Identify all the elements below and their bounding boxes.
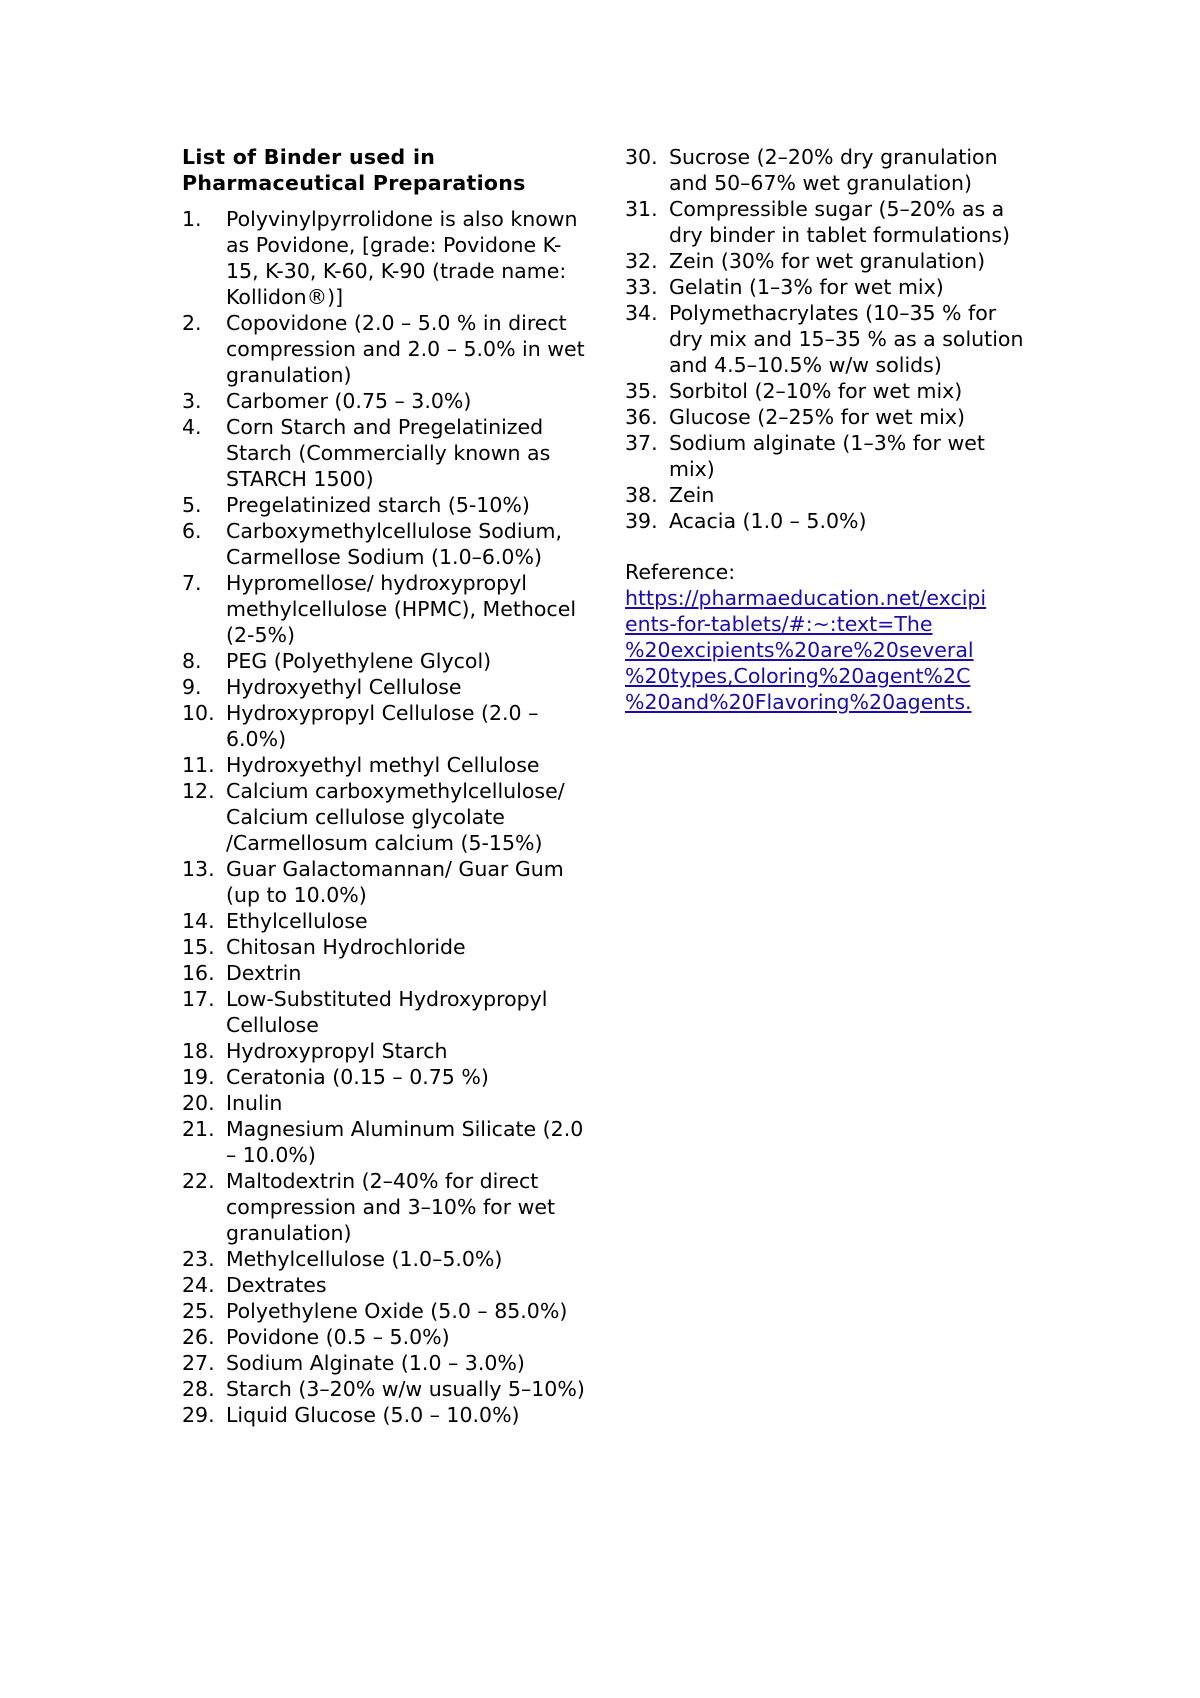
list-item-text: Carboxymethylcellulose Sodium, Carmellose Sodium (1.0–6.0%): [226, 519, 562, 569]
list-item: [182, 388, 586, 414]
list-item: [182, 570, 586, 648]
list-item: [182, 960, 586, 986]
list-item: [625, 274, 1025, 300]
left-column: [182, 144, 586, 1428]
list-item-number: 32.: [625, 249, 658, 273]
list-item-text: Maltodextrin (2–40% for direct compression and 3–10% for wet granulation): [226, 1169, 556, 1245]
list-item-text: Sodium Alginate (1.0 – 3.0%): [226, 1351, 525, 1375]
list-item-number: 25.: [182, 1299, 215, 1323]
list-item-number: 19.: [182, 1065, 215, 1089]
list-item-number: 13.: [182, 857, 215, 881]
list-item-number: 33.: [625, 275, 658, 299]
reference-link-line: %20and%20Flavoring%20agents.: [625, 690, 972, 714]
list-item-text: Starch (3–20% w/w usually 5–10%): [226, 1377, 585, 1401]
list-item-text: Hydroxypropyl Cellulose (2.0 – 6.0%): [226, 701, 539, 751]
list-item-text: Sorbitol (2–10% for wet mix): [669, 379, 963, 403]
list-item-number: 15.: [182, 935, 215, 959]
list-item-text: Chitosan Hydrochloride: [226, 935, 466, 959]
list-item-text: Pregelatinized starch (5-10%): [226, 493, 530, 517]
list-item-number: 4.: [182, 415, 202, 439]
list-item-number: 16.: [182, 961, 215, 985]
list-item: [182, 1376, 586, 1402]
reference-link-line: https://pharmaeducation.net/excipi: [625, 586, 987, 610]
list-item: [182, 778, 586, 856]
list-item-text: Hydroxyethyl methyl Cellulose: [226, 753, 540, 777]
list-item-text: Inulin: [226, 1091, 283, 1115]
list-item-number: 38.: [625, 483, 658, 507]
list-item-text: Compressible sugar (5–20% as a dry binder in tablet formulations): [669, 197, 1011, 247]
list-item-number: 22.: [182, 1169, 215, 1193]
binder-list-right: [625, 144, 1025, 534]
list-item-text: Carbomer (0.75 – 3.0%): [226, 389, 472, 413]
list-item: [182, 414, 586, 492]
list-item-number: 24.: [182, 1273, 215, 1297]
list-item-text: Zein: [669, 483, 715, 507]
list-item-number: 1.: [182, 207, 202, 231]
list-item-number: 30.: [625, 145, 658, 169]
list-item: [182, 1298, 586, 1324]
list-item-number: 10.: [182, 701, 215, 725]
list-item-number: 36.: [625, 405, 658, 429]
list-item-number: 8.: [182, 649, 202, 673]
list-item-number: 28.: [182, 1377, 215, 1401]
list-item-number: 7.: [182, 571, 202, 595]
list-item-number: 18.: [182, 1039, 215, 1063]
list-item-text: Glucose (2–25% for wet mix): [669, 405, 965, 429]
list-item-number: 14.: [182, 909, 215, 933]
list-item-number: 3.: [182, 389, 202, 413]
list-item: [625, 378, 1025, 404]
list-item: [182, 1402, 586, 1428]
list-item-number: 9.: [182, 675, 202, 699]
list-item-number: 5.: [182, 493, 202, 517]
list-item: [182, 752, 586, 778]
list-item: [182, 1116, 586, 1168]
list-item-text: Hydroxypropyl Starch: [226, 1039, 448, 1063]
list-item-text: Magnesium Aluminum Silicate (2.0 – 10.0%): [226, 1117, 584, 1167]
list-item-text: Sodium alginate (1–3% for wet mix): [669, 431, 985, 481]
list-item-text: Acacia (1.0 – 5.0%): [669, 509, 867, 533]
list-item-text: Liquid Glucose (5.0 – 10.0%): [226, 1403, 520, 1427]
list-item: [182, 648, 586, 674]
list-item: [182, 1090, 586, 1116]
list-item-text: Zein (30% for wet granulation): [669, 249, 986, 273]
list-item-text: Guar Galactomannan/ Guar Gum (up to 10.0%): [226, 857, 564, 907]
title-line: List of Binder used in: [182, 145, 436, 169]
list-item: [182, 674, 586, 700]
list-item-number: 29.: [182, 1403, 215, 1427]
list-item-number: 34.: [625, 301, 658, 325]
list-item: [182, 700, 586, 752]
list-item-number: 6.: [182, 519, 202, 543]
list-item-text: PEG (Polyethylene Glycol): [226, 649, 492, 673]
list-item-text: Dextrates: [226, 1273, 327, 1297]
list-item-number: 12.: [182, 779, 215, 803]
list-item-number: 20.: [182, 1091, 215, 1115]
list-item-text: Polyethylene Oxide (5.0 – 85.0%): [226, 1299, 568, 1323]
list-item: [182, 492, 586, 518]
binder-list-left: [182, 206, 586, 1428]
list-item-number: 26.: [182, 1325, 215, 1349]
list-item-number: 37.: [625, 431, 658, 455]
list-item: [182, 206, 586, 310]
list-item: [625, 248, 1025, 274]
list-item-text: Hydroxyethyl Cellulose: [226, 675, 462, 699]
reference-link[interactable]: [625, 585, 1025, 715]
list-item: [182, 908, 586, 934]
list-item: [182, 1246, 586, 1272]
list-item-text: Ceratonia (0.15 – 0.75 %): [226, 1065, 489, 1089]
list-item-number: 21.: [182, 1117, 215, 1141]
list-item: [182, 1064, 586, 1090]
reference-label: Reference:: [625, 560, 736, 584]
reference-block: [625, 559, 1025, 715]
list-item: [625, 404, 1025, 430]
list-item-text: Ethylcellulose: [226, 909, 368, 933]
list-item: [182, 1350, 586, 1376]
list-item: [625, 300, 1025, 378]
reference-link-line: ents-for-tablets/#:~:text=The: [625, 612, 933, 636]
list-item-number: 31.: [625, 197, 658, 221]
list-item: [182, 1168, 586, 1246]
list-item-text: Copovidone (2.0 – 5.0 % in direct compression and 2.0 – 5.0% in wet granulation): [226, 311, 585, 387]
list-item: [182, 518, 586, 570]
list-item-number: 39.: [625, 509, 658, 533]
title-line: Pharmaceutical Preparations: [182, 171, 526, 195]
list-item-number: 23.: [182, 1247, 215, 1271]
list-item: [625, 508, 1025, 534]
reference-link-line: %20types,Coloring%20agent%2C: [625, 664, 971, 688]
list-item-number: 35.: [625, 379, 658, 403]
list-item-text: Hypromellose/ hydroxypropyl methylcellulose (HPMC), Methocel (2-5%): [226, 571, 577, 647]
list-item: [182, 986, 586, 1038]
list-item: [625, 430, 1025, 482]
list-item-text: Methylcellulose (1.0–5.0%): [226, 1247, 503, 1271]
list-item-number: 17.: [182, 987, 215, 1011]
list-item-text: Low-Substituted Hydroxypropyl Cellulose: [226, 987, 548, 1037]
list-item-number: 2.: [182, 311, 202, 335]
list-item: [182, 1272, 586, 1298]
reference-link-line: %20excipients%20are%20several: [625, 638, 974, 662]
list-item-number: 27.: [182, 1351, 215, 1375]
list-item: [182, 1038, 586, 1064]
list-item-text: Corn Starch and Pregelatinized Starch (Commercially known as STARCH 1500): [226, 415, 551, 491]
list-item: [182, 310, 586, 388]
list-item: [625, 144, 1025, 196]
list-item-text: Calcium carboxymethylcellulose/ Calcium cellulose glycolate /Carmellosum calcium (5-15%): [226, 779, 565, 855]
list-item: [182, 856, 586, 908]
list-item: [182, 934, 586, 960]
list-item-text: Dextrin: [226, 961, 302, 985]
list-item: [625, 482, 1025, 508]
right-column: [625, 144, 1025, 715]
list-item-number: 11.: [182, 753, 215, 777]
list-item: [625, 196, 1025, 248]
list-item-text: Polymethacrylates (10–35 % for dry mix and 15–35 % as a solution and 4.5–10.5% w/w solids): [669, 301, 1024, 377]
list-item: [182, 1324, 586, 1350]
list-item-text: Sucrose (2–20% dry granulation and 50–67% wet granulation): [669, 145, 998, 195]
list-item-text: Gelatin (1–3% for wet mix): [669, 275, 944, 299]
list-item-text: Polyvinylpyrrolidone is also known as Povidone, [grade: Povidone K-15, K-30, K-60, K-90 (trade name: Kollidon®)]: [226, 207, 578, 309]
document-title: [182, 144, 586, 196]
list-item-text: Povidone (0.5 – 5.0%): [226, 1325, 450, 1349]
